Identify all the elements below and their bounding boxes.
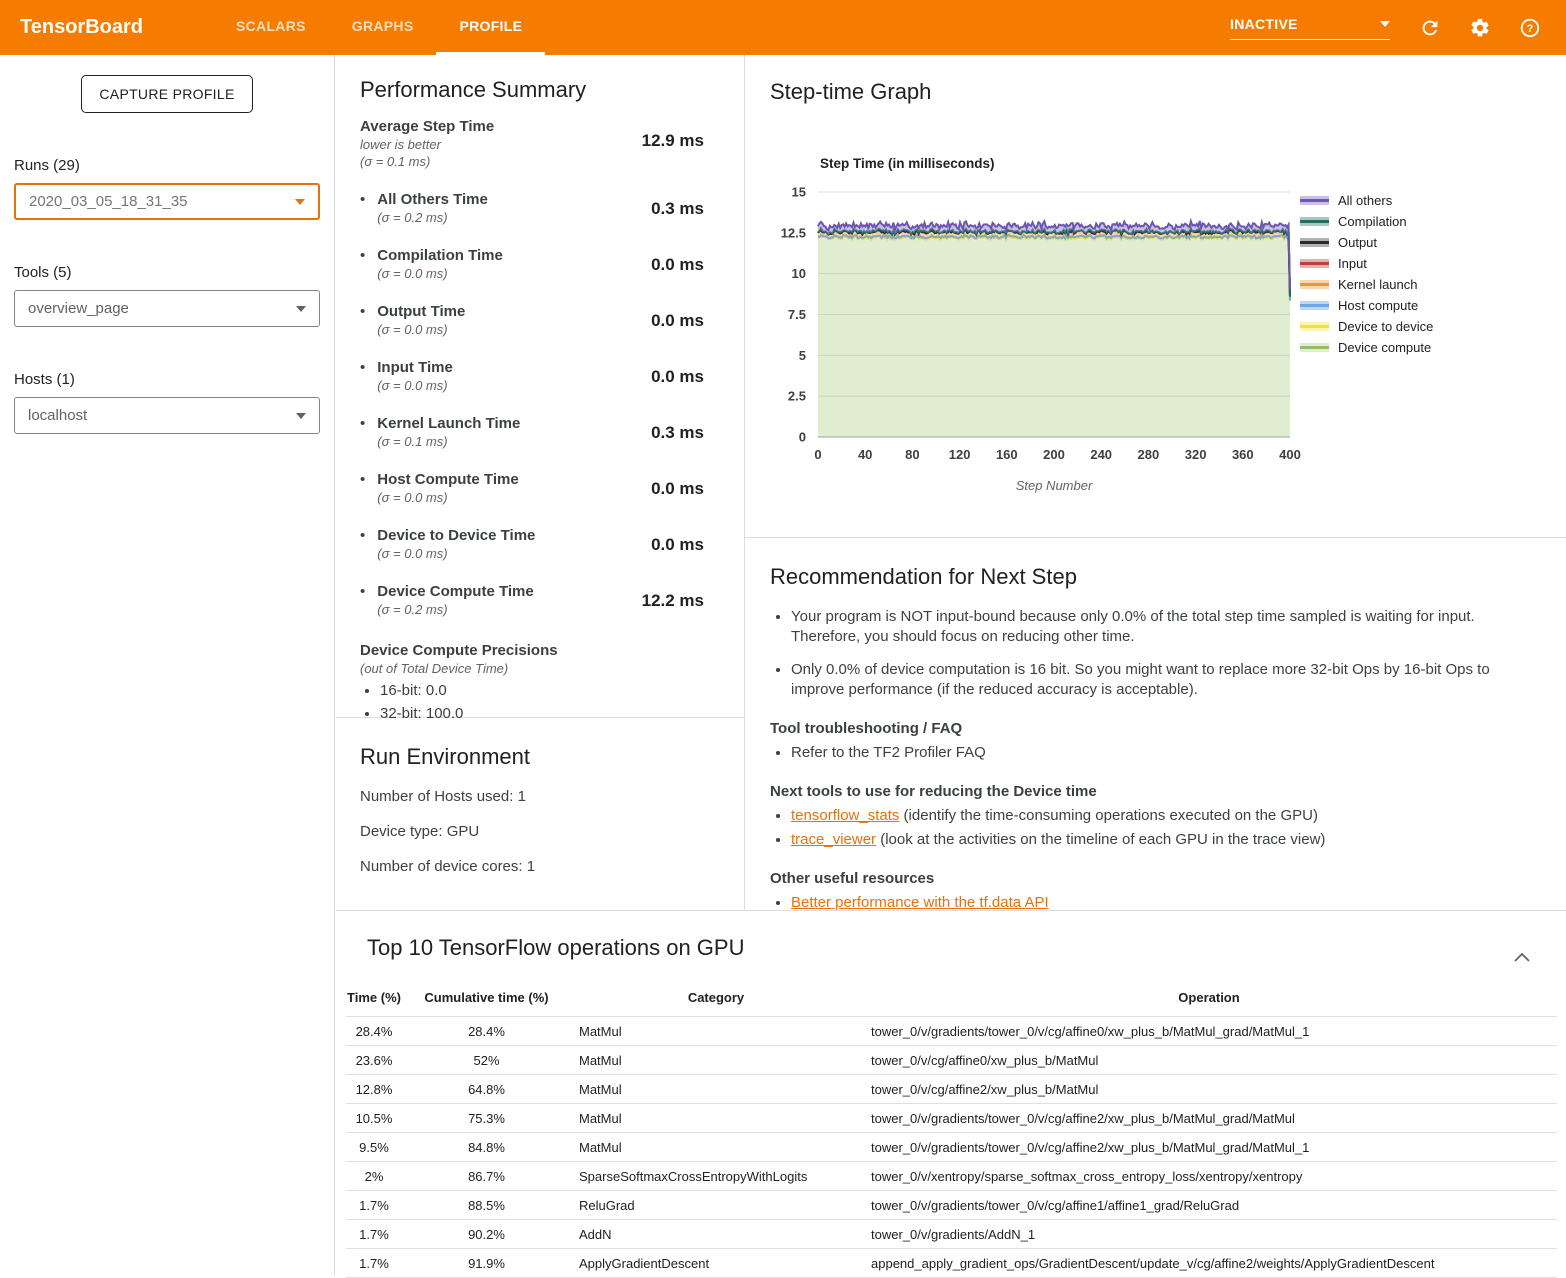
svg-text:15: 15 bbox=[792, 185, 806, 200]
recommendation-groups bbox=[770, 720, 1521, 912]
table-cell: tower_0/v/cg/affine0/xw_plus_b/MatMul bbox=[861, 1046, 1557, 1075]
table-cell: MatMul bbox=[571, 1046, 861, 1075]
recommendation-list bbox=[770, 893, 1521, 912]
top-ops-column-header: Cumulative time (%) bbox=[402, 984, 571, 1017]
table-cell: 1.7% bbox=[346, 1191, 402, 1220]
svg-text:240: 240 bbox=[1090, 447, 1112, 462]
legend-swatch bbox=[1300, 301, 1329, 310]
table-cell: AddN bbox=[571, 1220, 861, 1249]
table-cell: 86.7% bbox=[402, 1162, 571, 1191]
table-row bbox=[346, 1162, 1557, 1191]
average-step-time-row bbox=[360, 118, 720, 169]
legend-label: All others bbox=[1338, 193, 1392, 208]
legend-item bbox=[1300, 232, 1433, 253]
performance-item-sigma: (σ = 0.0 ms) bbox=[377, 266, 503, 281]
legend-item bbox=[1300, 211, 1433, 232]
chart-legend bbox=[1300, 190, 1433, 358]
recommendation-list-item: • Refer to the TF2 Profiler FAQ bbox=[791, 743, 1521, 762]
performance-item-value: 0.0 ms bbox=[651, 535, 704, 561]
performance-item-label: All Others Time bbox=[377, 191, 488, 208]
performance-item-value: 12.2 ms bbox=[642, 591, 704, 617]
svg-text:400: 400 bbox=[1279, 447, 1301, 462]
legend-swatch bbox=[1300, 343, 1329, 352]
svg-text:5: 5 bbox=[799, 348, 806, 363]
svg-text:0: 0 bbox=[799, 430, 806, 445]
hosts-select-value: localhost bbox=[28, 407, 87, 424]
performance-item-sigma: (σ = 0.0 ms) bbox=[377, 546, 535, 561]
table-cell: 64.8% bbox=[402, 1075, 571, 1104]
svg-text:80: 80 bbox=[905, 447, 919, 462]
chevron-down-icon bbox=[296, 306, 306, 312]
legend-item bbox=[1300, 274, 1433, 295]
svg-text:0: 0 bbox=[814, 447, 821, 462]
svg-text:40: 40 bbox=[858, 447, 872, 462]
run-environment-line: Device type: GPU bbox=[360, 823, 720, 840]
recommendation-link[interactable]: tensorflow_stats bbox=[791, 807, 899, 824]
table-row bbox=[346, 1046, 1557, 1075]
svg-text:10: 10 bbox=[792, 266, 806, 281]
table-cell: 2% bbox=[346, 1162, 402, 1191]
performance-item bbox=[360, 471, 720, 505]
table-cell: 23.6% bbox=[346, 1046, 402, 1075]
average-step-time-label: Average Step Time bbox=[360, 118, 494, 135]
app-title: TensorBoard bbox=[20, 16, 143, 39]
recommendation-list-item bbox=[791, 893, 1521, 912]
table-cell: 28.4% bbox=[346, 1017, 402, 1046]
recommendation-bullet: • Only 0.0% of device computation is 16 bit. So you might want to replace more 32-bit Ops by 16-bit Ops to improve performance (if the reduced accuracy is acceptable). bbox=[791, 660, 1521, 699]
table-cell: ReluGrad bbox=[571, 1191, 861, 1220]
table-cell: 12.8% bbox=[346, 1075, 402, 1104]
performance-item-label: Kernel Launch Time bbox=[377, 415, 520, 432]
bullet-icon: • bbox=[360, 359, 365, 393]
performance-item-value: 0.0 ms bbox=[651, 367, 704, 393]
top-nav bbox=[213, 0, 545, 55]
legend-label: Device to device bbox=[1338, 319, 1433, 334]
right-column bbox=[745, 55, 1566, 910]
performance-item bbox=[360, 359, 720, 393]
table-cell: tower_0/v/xentropy/sparse_softmax_cross_entropy_loss/xentropy/xentropy bbox=[861, 1162, 1557, 1191]
table-cell: MatMul bbox=[571, 1104, 861, 1133]
precision-item: • 16-bit: 0.0 bbox=[380, 682, 720, 699]
table-row bbox=[346, 1191, 1557, 1220]
precision-item: • 32-bit: 100.0 bbox=[380, 705, 720, 722]
performance-item-value: 0.0 ms bbox=[651, 311, 704, 337]
svg-text:200: 200 bbox=[1043, 447, 1065, 462]
recommendation-subheading: Next tools to use for reducing the Device time bbox=[770, 783, 1521, 800]
chevron-down-icon bbox=[1380, 21, 1390, 27]
table-cell: 75.3% bbox=[402, 1104, 571, 1133]
legend-item bbox=[1300, 190, 1433, 211]
recommendation-subheading: Tool troubleshooting / FAQ bbox=[770, 720, 1521, 737]
performance-item-label: Host Compute Time bbox=[377, 471, 518, 488]
legend-swatch bbox=[1300, 217, 1329, 226]
table-row bbox=[346, 1075, 1557, 1104]
bullet-icon: • bbox=[360, 191, 365, 225]
table-row bbox=[346, 1017, 1557, 1046]
recommendation-list bbox=[770, 743, 1521, 762]
performance-summary-card bbox=[336, 55, 744, 718]
table-cell: 91.9% bbox=[402, 1249, 571, 1278]
tab-scalars[interactable]: SCALARS bbox=[213, 0, 329, 55]
gear-icon[interactable] bbox=[1468, 16, 1492, 40]
capture-profile-button[interactable]: CAPTURE PROFILE bbox=[81, 75, 252, 113]
table-cell: 1.7% bbox=[346, 1220, 402, 1249]
performance-item-label: Compilation Time bbox=[377, 247, 503, 264]
legend-swatch bbox=[1300, 196, 1329, 205]
bullet-icon: • bbox=[360, 303, 365, 337]
table-row bbox=[346, 1104, 1557, 1133]
collapse-chevron-icon[interactable] bbox=[1514, 949, 1530, 967]
runs-select[interactable] bbox=[14, 183, 320, 220]
recommendation-link[interactable]: trace_viewer bbox=[791, 831, 876, 848]
status-dropdown[interactable] bbox=[1230, 16, 1390, 40]
legend-swatch bbox=[1300, 238, 1329, 247]
performance-item-value: 0.3 ms bbox=[651, 199, 704, 225]
run-environment-card bbox=[336, 718, 744, 875]
recommendation-title: Recommendation for Next Step bbox=[770, 564, 1521, 590]
recommendation-subheading: Other useful resources bbox=[770, 870, 1521, 887]
chevron-down-icon bbox=[296, 413, 306, 419]
bullet-icon: • bbox=[360, 583, 365, 617]
performance-item bbox=[360, 415, 720, 449]
legend-label: Output bbox=[1338, 235, 1377, 250]
svg-text:320: 320 bbox=[1185, 447, 1207, 462]
run-environment-line: Number of Hosts used: 1 bbox=[360, 788, 720, 805]
table-row bbox=[346, 1133, 1557, 1162]
recommendation-bullet: • Your program is NOT input-bound because only 0.0% of the total step time sampled is waiting for input. Therefore, you should focus on reducing other time. bbox=[791, 607, 1521, 646]
table-cell: tower_0/v/gradients/AddN_1 bbox=[861, 1220, 1557, 1249]
hosts-select[interactable] bbox=[14, 397, 320, 434]
main-content bbox=[336, 55, 1566, 1275]
bullet-icon: • bbox=[360, 527, 365, 561]
table-cell: tower_0/v/cg/affine2/xw_plus_b/MatMul bbox=[861, 1075, 1557, 1104]
table-cell: 90.2% bbox=[402, 1220, 571, 1249]
legend-item bbox=[1300, 253, 1433, 274]
top-ops-column-header: Operation bbox=[861, 984, 1557, 1017]
recommendation-list bbox=[770, 806, 1521, 849]
legend-label: Compilation bbox=[1338, 214, 1407, 229]
table-cell: 52% bbox=[402, 1046, 571, 1075]
performance-item-sigma: (σ = 0.1 ms) bbox=[377, 434, 520, 449]
table-cell: ApplyGradientDescent bbox=[571, 1249, 861, 1278]
legend-swatch bbox=[1300, 280, 1329, 289]
svg-text:2.5: 2.5 bbox=[788, 389, 806, 404]
performance-item-value: 0.0 ms bbox=[651, 479, 704, 505]
performance-item-value: 0.0 ms bbox=[651, 255, 704, 281]
step-time-graph-card bbox=[745, 55, 1566, 538]
tab-graphs[interactable]: GRAPHS bbox=[329, 0, 437, 55]
svg-text:160: 160 bbox=[996, 447, 1018, 462]
performance-item-sigma: (σ = 0.0 ms) bbox=[377, 322, 465, 337]
table-cell: tower_0/v/gradients/tower_0/v/cg/affine2/xw_plus_b/MatMul_grad/MatMul bbox=[861, 1104, 1557, 1133]
svg-text:120: 120 bbox=[949, 447, 971, 462]
table-cell: MatMul bbox=[571, 1017, 861, 1046]
top-ops-card bbox=[336, 911, 1566, 1278]
performance-item-sigma: (σ = 0.0 ms) bbox=[377, 378, 453, 393]
step-time-graph-title: Step-time Graph bbox=[745, 55, 1566, 105]
tab-profile[interactable]: PROFILE bbox=[436, 0, 545, 55]
top-ops-column-header: Time (%) bbox=[346, 984, 402, 1017]
legend-item bbox=[1300, 337, 1433, 358]
table-row bbox=[346, 1249, 1557, 1278]
table-row bbox=[346, 1220, 1557, 1249]
refresh-icon[interactable] bbox=[1418, 16, 1442, 40]
legend-label: Kernel launch bbox=[1338, 277, 1418, 292]
performance-item bbox=[360, 303, 720, 337]
performance-items bbox=[360, 191, 720, 617]
performance-item-value: 0.3 ms bbox=[651, 423, 704, 449]
device-compute-precisions bbox=[360, 642, 720, 722]
legend-label: Device compute bbox=[1338, 340, 1431, 355]
performance-item bbox=[360, 527, 720, 561]
header-actions bbox=[1230, 0, 1542, 55]
svg-text:Step Number: Step Number bbox=[1016, 478, 1093, 493]
legend-swatch bbox=[1300, 259, 1329, 268]
legend-label: Input bbox=[1338, 256, 1367, 271]
chevron-down-icon bbox=[295, 199, 305, 205]
performance-item-label: Input Time bbox=[377, 359, 453, 376]
table-cell: tower_0/v/gradients/tower_0/v/cg/affine1/affine1_grad/ReluGrad bbox=[861, 1191, 1557, 1220]
sidebar bbox=[0, 55, 335, 1275]
top-ops-table bbox=[346, 984, 1557, 1278]
top-ops-header-row bbox=[346, 984, 1557, 1017]
performance-summary-title: Performance Summary bbox=[360, 77, 720, 103]
runs-select-value: 2020_03_05_18_31_35 bbox=[29, 193, 188, 210]
performance-item-sigma: (σ = 0.2 ms) bbox=[377, 602, 533, 617]
average-step-time-sigma: (σ = 0.1 ms) bbox=[360, 154, 494, 169]
tools-select-value: overview_page bbox=[28, 300, 129, 317]
performance-item-label: Device to Device Time bbox=[377, 527, 535, 544]
performance-item bbox=[360, 191, 720, 225]
performance-item-sigma: (σ = 0.0 ms) bbox=[377, 490, 518, 505]
table-cell: SparseSoftmaxCrossEntropyWithLogits bbox=[571, 1162, 861, 1191]
tools-label: Tools (5) bbox=[14, 264, 320, 281]
bullet-icon: • bbox=[360, 247, 365, 281]
recommendation-list-item: • tensorflow_stats (identify the time-consuming operations executed on the GPU) bbox=[791, 806, 1521, 825]
recommendation-link[interactable]: Better performance with the tf.data API bbox=[791, 894, 1049, 911]
svg-text:360: 360 bbox=[1232, 447, 1254, 462]
average-step-time-value: 12.9 ms bbox=[642, 131, 704, 169]
top-ops-column-header: Category bbox=[571, 984, 861, 1017]
help-icon[interactable] bbox=[1518, 16, 1542, 40]
table-cell: tower_0/v/gradients/tower_0/v/cg/affine2/xw_plus_b/MatMul_grad/MatMul_1 bbox=[861, 1133, 1557, 1162]
legend-swatch bbox=[1300, 322, 1329, 331]
recommendation-card bbox=[745, 538, 1566, 912]
precisions-list bbox=[360, 682, 720, 722]
svg-text:Step Time (in milliseconds): Step Time (in milliseconds) bbox=[820, 156, 995, 171]
app-header bbox=[0, 0, 1566, 55]
table-cell: 84.8% bbox=[402, 1133, 571, 1162]
table-cell: MatMul bbox=[571, 1133, 861, 1162]
average-step-time-note: lower is better bbox=[360, 137, 494, 152]
legend-label: Host compute bbox=[1338, 298, 1418, 313]
left-column bbox=[336, 55, 745, 910]
top-ops-title: Top 10 TensorFlow operations on GPU bbox=[367, 935, 1556, 961]
table-cell: 1.7% bbox=[346, 1249, 402, 1278]
recommendation-list-item: • trace_viewer (look at the activities on the timeline of each GPU in the trace view) bbox=[791, 830, 1521, 849]
svg-text:280: 280 bbox=[1138, 447, 1160, 462]
table-cell: 28.4% bbox=[402, 1017, 571, 1046]
legend-item bbox=[1300, 316, 1433, 337]
hosts-label: Hosts (1) bbox=[14, 371, 320, 388]
run-environment-lines bbox=[360, 788, 720, 875]
svg-text:7.5: 7.5 bbox=[788, 307, 806, 322]
bullet-icon: • bbox=[360, 471, 365, 505]
precisions-note: (out of Total Device Time) bbox=[360, 661, 720, 676]
run-environment-line: Number of device cores: 1 bbox=[360, 858, 720, 875]
performance-item bbox=[360, 247, 720, 281]
performance-item-label: Output Time bbox=[377, 303, 465, 320]
precisions-title: Device Compute Precisions bbox=[360, 642, 720, 659]
table-cell: tower_0/v/gradients/tower_0/v/cg/affine0/xw_plus_b/MatMul_grad/MatMul_1 bbox=[861, 1017, 1557, 1046]
run-environment-title: Run Environment bbox=[360, 744, 720, 770]
legend-item bbox=[1300, 295, 1433, 316]
tools-select[interactable] bbox=[14, 290, 320, 327]
table-cell: append_apply_gradient_ops/GradientDescent/update_v/cg/affine2/weights/ApplyGradientDescent bbox=[861, 1249, 1557, 1278]
bullet-icon: • bbox=[360, 415, 365, 449]
table-cell: MatMul bbox=[571, 1075, 861, 1104]
runs-label: Runs (29) bbox=[14, 157, 320, 174]
svg-text:?: ? bbox=[1527, 23, 1534, 35]
table-cell: 88.5% bbox=[402, 1191, 571, 1220]
status-dropdown-value: INACTIVE bbox=[1230, 16, 1298, 32]
performance-item bbox=[360, 583, 720, 617]
performance-item-label: Device Compute Time bbox=[377, 583, 533, 600]
svg-text:12.5: 12.5 bbox=[781, 225, 806, 240]
table-cell: 10.5% bbox=[346, 1104, 402, 1133]
recommendation-bullets bbox=[770, 607, 1521, 699]
performance-item-sigma: (σ = 0.2 ms) bbox=[377, 210, 488, 225]
table-cell: 9.5% bbox=[346, 1133, 402, 1162]
